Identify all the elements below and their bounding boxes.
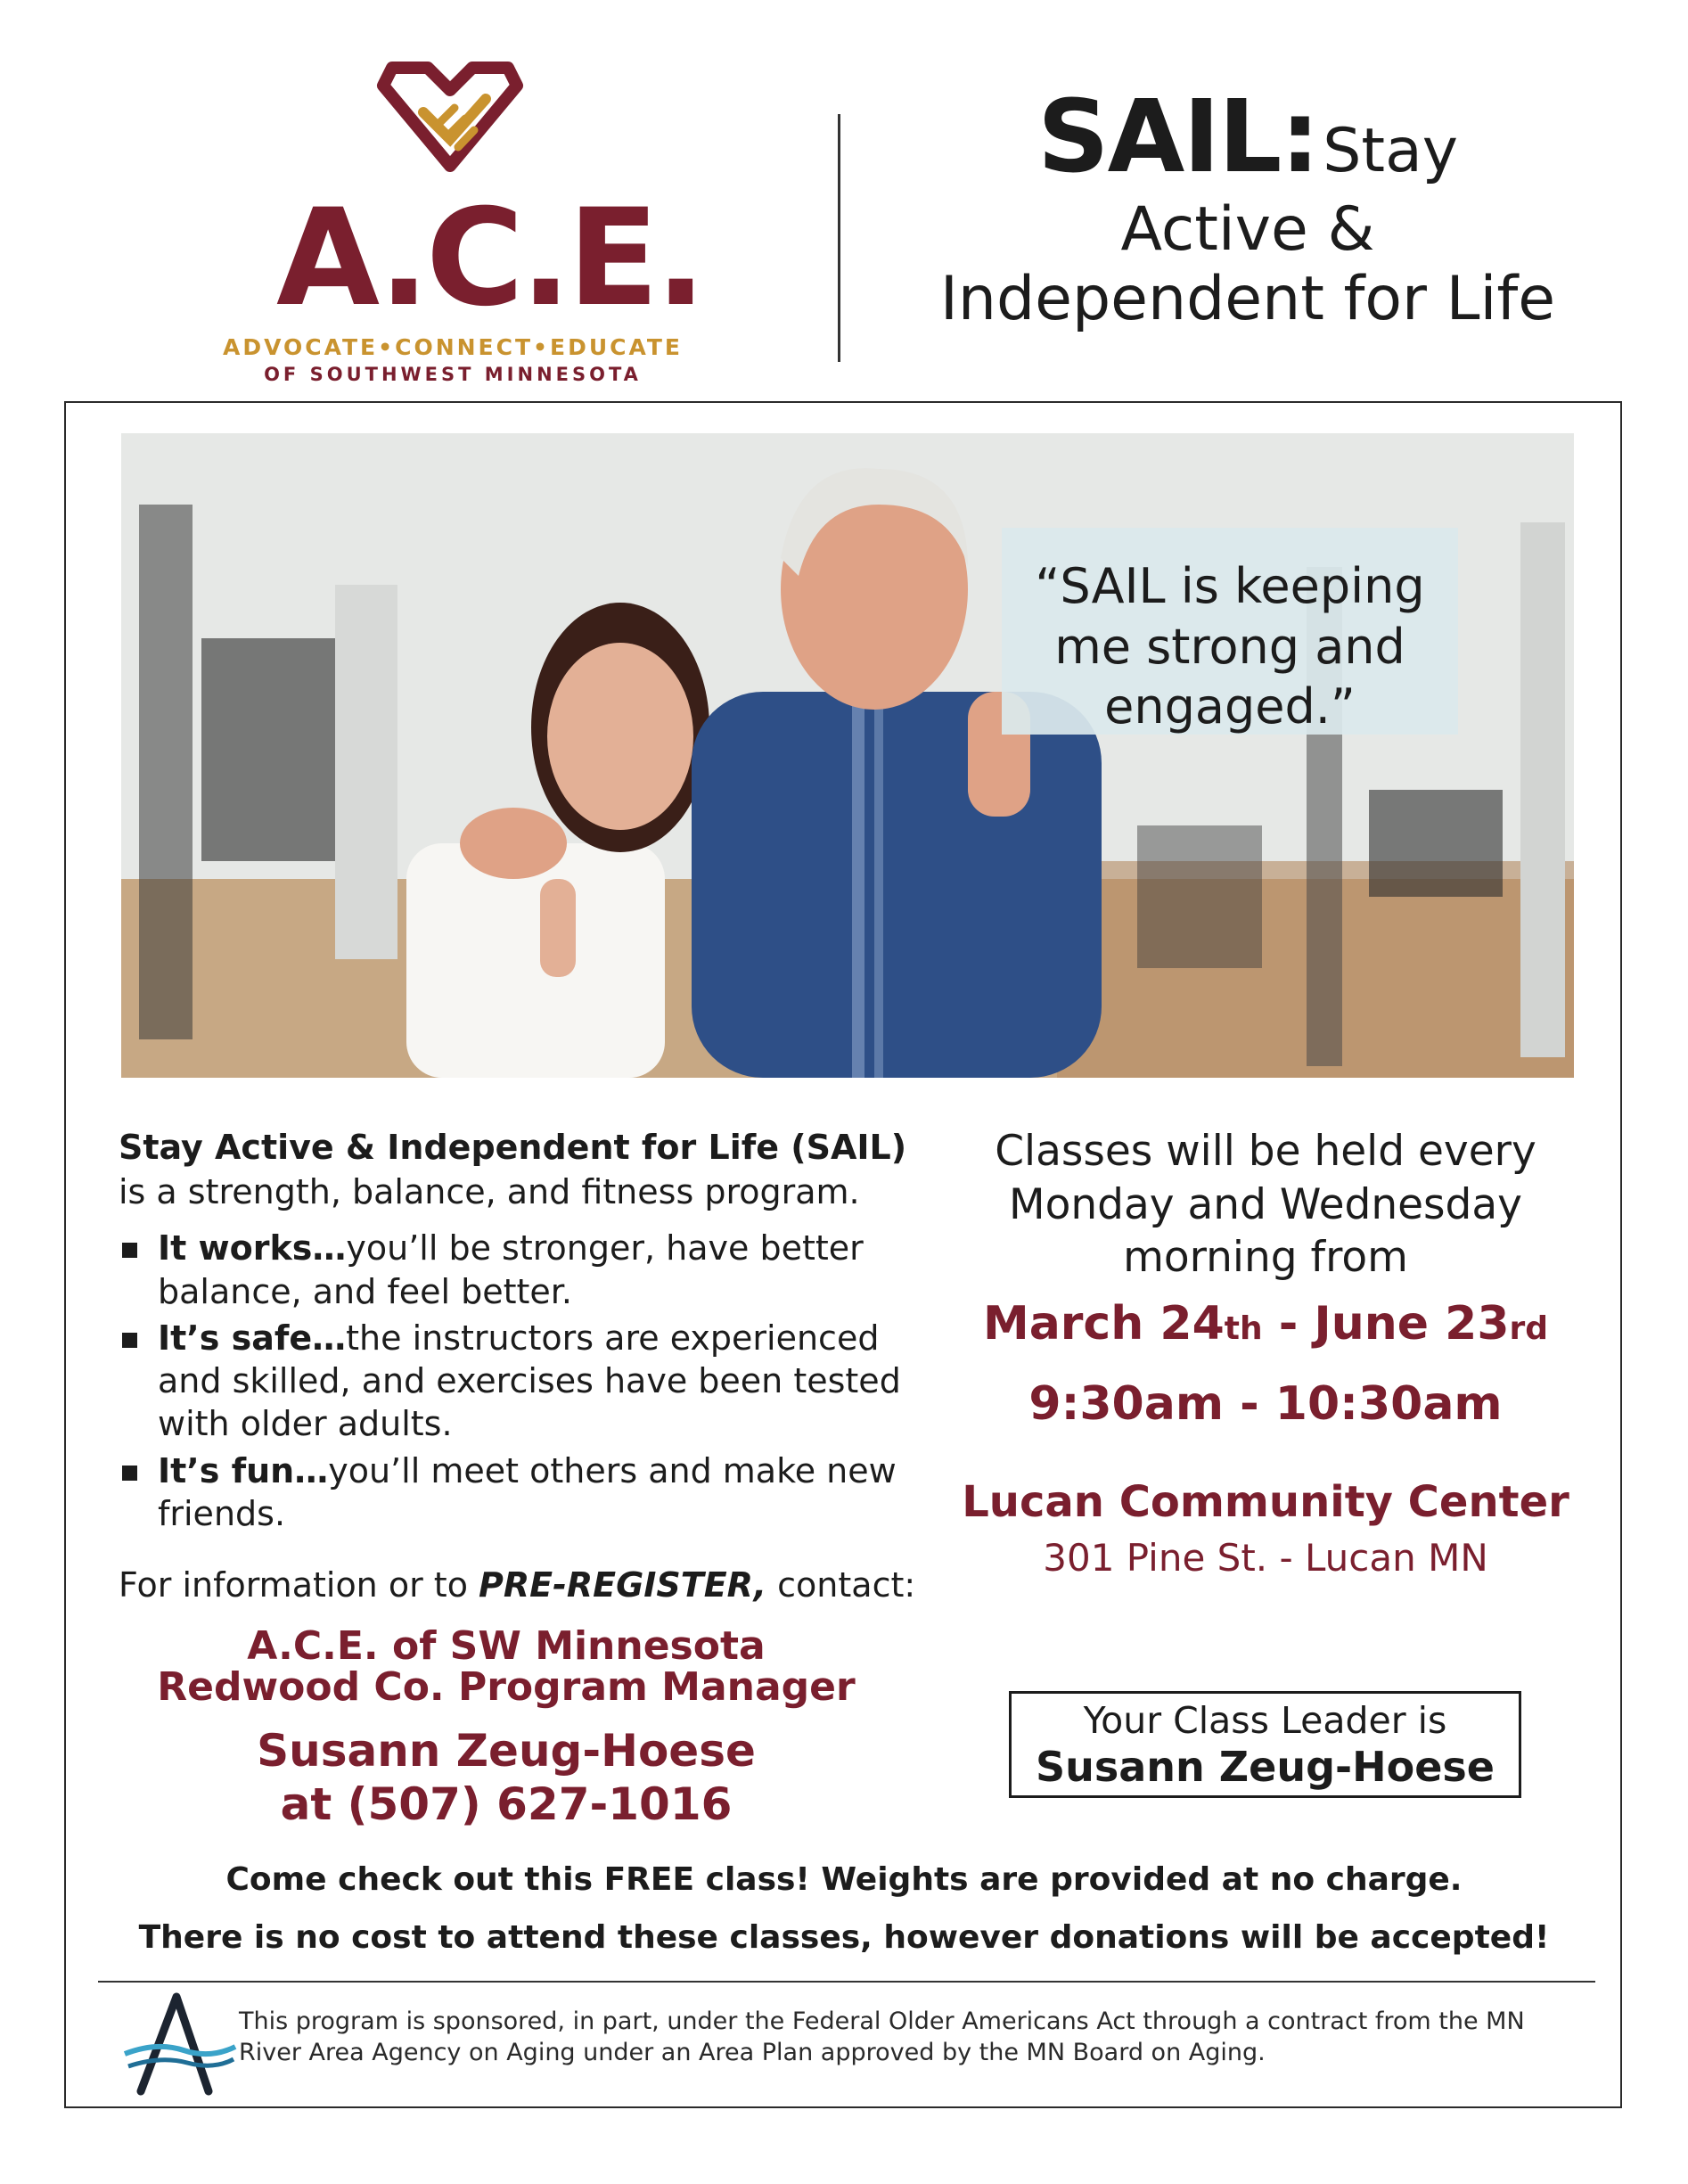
bullet-bold: It’s safe… xyxy=(158,1318,347,1358)
intro-bold: Stay Active & Independent for Life (SAIL) xyxy=(119,1128,907,1167)
contact-name: Susann Zeug-Hoese xyxy=(257,1725,756,1778)
date-dash: - xyxy=(1262,1297,1315,1351)
contact-intro-emph: PRE-REGISTER, xyxy=(479,1565,767,1605)
start-date-suffix: th xyxy=(1224,1310,1263,1348)
bullet-square-icon xyxy=(122,1333,137,1348)
list-item xyxy=(119,1449,921,1536)
class-leader-box xyxy=(1009,1691,1521,1798)
testimonial-quote xyxy=(1002,528,1458,735)
bullet-text: the instructors are experienced and skilled, and exercises have been tested with older adults. xyxy=(158,1318,901,1444)
schedule-text xyxy=(945,1125,1586,1285)
ace-logo xyxy=(178,45,713,392)
ace-subline: OF SOUTHWEST MINNESOTA xyxy=(264,364,642,385)
date-range xyxy=(945,1297,1586,1351)
schedule-line-2: Monday and Wednesday xyxy=(1009,1179,1522,1229)
venue-name: Lucan Community Center xyxy=(962,1477,1569,1528)
sponsor-statement xyxy=(239,2006,1576,2068)
bullet-bold: It works… xyxy=(158,1228,347,1269)
bullet-text: you’ll be stronger, have better balance, and feel better. xyxy=(158,1228,864,1311)
start-date: March 24 xyxy=(982,1297,1225,1351)
donation-note: There is no cost to attend these classes, however donations will be accepted! xyxy=(138,1919,1550,1956)
contact-phone[interactable]: at (507) 627-1016 xyxy=(280,1778,733,1831)
intro-text xyxy=(119,1125,921,1214)
contact-role: Redwood Co. Program Manager xyxy=(157,1664,856,1711)
quote-line-3: engaged.” xyxy=(1104,678,1356,735)
contact-block xyxy=(119,1623,894,1831)
schedule-info xyxy=(945,1125,1586,1792)
list-item xyxy=(119,1227,921,1313)
leader-name: Susann Zeug-Hoese xyxy=(1035,1743,1495,1792)
bullet-square-icon xyxy=(122,1466,137,1481)
intro-rest: is a strength, balance, and fitness program. xyxy=(119,1172,860,1212)
contact-intro-before: For information or to xyxy=(119,1565,479,1605)
ace-tagline: ADVOCATE•CONNECT•EDUCATE xyxy=(222,334,684,360)
contact-intro-after: contact: xyxy=(766,1565,916,1605)
list-item xyxy=(119,1317,921,1446)
quote-line-1: “SAIL is keeping xyxy=(1035,558,1425,614)
footer-divider xyxy=(98,1981,1595,1983)
class-times: 9:30am - 10:30am xyxy=(1028,1377,1503,1432)
title-main: SAIL: xyxy=(1037,79,1319,195)
sponsor-line-1: This program is sponsored, in part, under the Federal Older Americans Act through a contract from the MN xyxy=(239,2007,1525,2035)
leader-label: Your Class Leader is xyxy=(1083,1699,1447,1742)
benefit-list xyxy=(119,1227,921,1535)
title-line-2: Active & xyxy=(1120,193,1375,265)
end-date: June 23 xyxy=(1314,1297,1510,1351)
quote-line-2: me strong and xyxy=(1054,618,1405,675)
page-title xyxy=(882,80,1613,334)
sponsor-line-2: River Area Agency on Aging under an Area Plan approved by the MN Board on Aging. xyxy=(239,2039,1266,2067)
schedule-line-1: Classes will be held every xyxy=(995,1127,1536,1176)
program-description xyxy=(119,1125,921,1831)
header-divider xyxy=(838,114,840,362)
ace-wordmark: A.C.E. xyxy=(276,181,703,336)
free-class-note: Come check out this FREE class! Weights are provided at no charge. xyxy=(225,1861,1463,1898)
contact-intro xyxy=(119,1565,921,1605)
hero-photo xyxy=(121,433,1574,1078)
title-stay: Stay xyxy=(1323,116,1458,186)
end-date-suffix: rd xyxy=(1509,1310,1549,1348)
bullet-text: you’ll meet others and make new friends. xyxy=(158,1450,897,1533)
bullet-bold: It’s fun… xyxy=(158,1450,329,1490)
venue-address: 301 Pine St. - Lucan MN xyxy=(1043,1536,1488,1581)
schedule-line-3: morning from xyxy=(1123,1233,1408,1283)
title-line-3: Independent for Life xyxy=(939,263,1556,334)
contact-org: A.C.E. of SW Minnesota xyxy=(247,1623,766,1670)
river-area-agency-logo-icon xyxy=(121,1991,237,2097)
bullet-square-icon xyxy=(122,1243,137,1258)
handshake-heart-icon xyxy=(374,50,526,179)
